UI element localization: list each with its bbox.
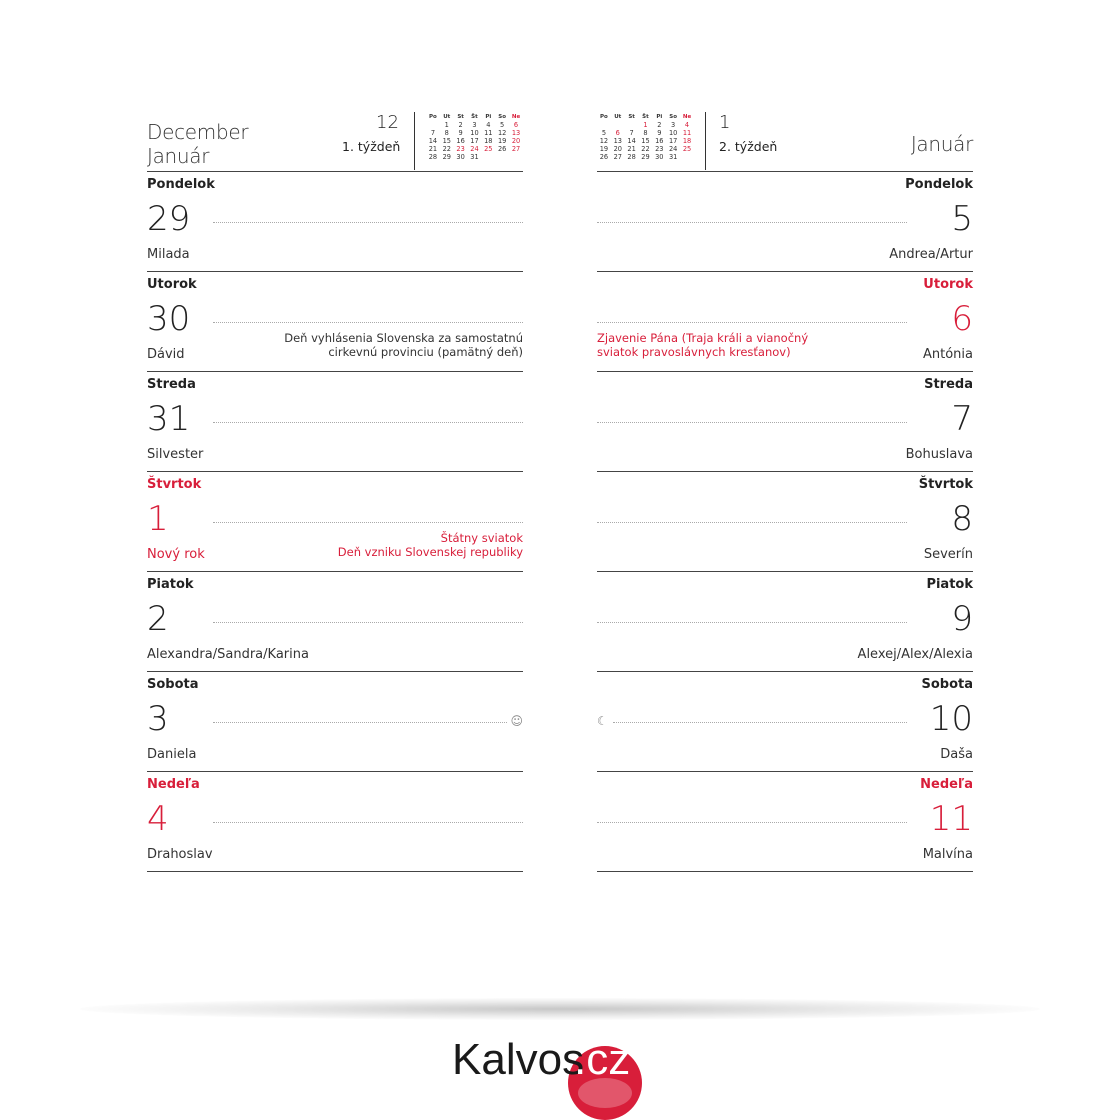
day-number: 31 (147, 399, 191, 439)
nameday: Alexej/Alex/Alexia (857, 647, 973, 662)
mini-calendar-cell: 9 (458, 129, 463, 137)
mini-calendar-cell: 21 (627, 145, 636, 153)
mini-calendar-cell (611, 121, 625, 129)
day-row (147, 672, 523, 772)
mini-calendar-cell: 19 (599, 145, 609, 153)
writing-line[interactable] (213, 422, 523, 423)
mini-calendar-cell (680, 153, 694, 161)
month-title-line-1: December (147, 120, 249, 144)
mini-calendar-cell: 24 (668, 145, 678, 153)
day-row (597, 172, 973, 272)
full-moon-icon: ☺ (510, 714, 523, 728)
mini-calendar-cell (509, 153, 523, 161)
mini-calendar-cell: 8 (444, 129, 449, 137)
day-name: Streda (924, 377, 973, 392)
mini-calendar-cell: 25 (682, 145, 692, 153)
nameday: Nový rok (147, 547, 205, 562)
day-name: Pondelok (905, 177, 973, 192)
mini-calendar-cell: 6 (615, 129, 620, 137)
mini-calendar-cell: 18 (484, 137, 493, 145)
mini-calendar-cell: 10 (470, 129, 479, 137)
nameday: Malvína (922, 847, 973, 862)
mini-calendar-cell: 14 (428, 137, 438, 145)
mini-calendar-cell: 27 (613, 153, 622, 161)
day-name: Pondelok (147, 177, 215, 192)
nameday: Bohuslava (905, 447, 973, 462)
day-number: 29 (147, 199, 191, 239)
day-row (597, 372, 973, 472)
logo-tld: .cz (574, 1035, 631, 1084)
mini-calendar-cell: 13 (511, 129, 521, 137)
mini-calendar-cell: 26 (497, 145, 507, 153)
day-note (338, 531, 523, 559)
mini-calendar-header (426, 113, 523, 121)
writing-line[interactable] (213, 822, 523, 823)
crescent-moon-icon: ☾ (597, 714, 608, 728)
day-note-line: cirkevnú provinciu (pamätný deň) (328, 345, 523, 359)
day-number: 8 (951, 499, 973, 539)
mini-calendar-cell: 7 (629, 129, 634, 137)
day-name: Streda (147, 377, 196, 392)
month-title: Január (910, 132, 973, 156)
day-number: 30 (147, 299, 191, 339)
mini-calendar-cell: 4 (486, 121, 491, 129)
right-page-header (597, 110, 973, 172)
day-note-line: Štátny sviatok (440, 531, 523, 545)
mini-calendar-cell: 19 (497, 137, 507, 145)
writing-line[interactable] (597, 522, 907, 523)
nameday: Drahoslav (147, 847, 213, 862)
mini-calendar-cell: 30 (655, 153, 664, 161)
mini-calendar-cell: 22 (442, 145, 451, 153)
writing-line[interactable] (213, 222, 523, 223)
mini-calendar-cell: 8 (643, 129, 648, 137)
mini-calendar-cell: 12 (599, 137, 609, 145)
mini-calendar-week (426, 145, 523, 153)
writing-line[interactable] (613, 722, 907, 723)
writing-line[interactable] (213, 622, 523, 623)
mini-calendar-cell: 3 (671, 121, 676, 129)
day-row (147, 272, 523, 372)
mini-calendar-cell: 11 (682, 129, 692, 137)
day-number: 7 (951, 399, 973, 439)
writing-line[interactable] (597, 622, 907, 623)
mini-calendar-cell: 16 (655, 137, 664, 145)
mini-calendar-weekday: Št (471, 114, 478, 120)
mini-calendar-week (426, 129, 523, 137)
mini-calendar-weekday: Ne (511, 114, 521, 120)
header-divider (705, 112, 706, 170)
week-label: 2. týždeň (719, 139, 778, 154)
mini-calendar-cell (597, 121, 611, 129)
mini-calendar-cell: 14 (627, 137, 636, 145)
mini-calendar-cell: 17 (470, 137, 479, 145)
mini-calendar-week (597, 145, 694, 153)
day-name: Piatok (926, 577, 973, 592)
day-note-line: sviatok pravoslávnych kresťanov) (597, 345, 791, 359)
mini-calendar-cell (426, 121, 440, 129)
mini-calendar-cell: 20 (613, 145, 622, 153)
kalvos-logo[interactable] (452, 1034, 652, 1104)
mini-calendar-cell: 26 (599, 153, 609, 161)
writing-line[interactable] (597, 322, 907, 323)
mini-calendar-cell: 30 (456, 153, 465, 161)
mini-calendar-cell: 29 (442, 153, 451, 161)
mini-calendar-cell: 4 (684, 121, 690, 129)
day-number: 9 (951, 599, 973, 639)
day-name: Nedeľa (920, 777, 973, 792)
mini-calendar-week (426, 121, 523, 129)
mini-calendar-weekday: Ut (614, 114, 622, 120)
day-number: 11 (929, 799, 973, 839)
day-name: Štvrtok (147, 477, 202, 492)
mini-calendar-cell: 11 (484, 129, 493, 137)
mini-calendar-cell: 13 (613, 137, 622, 145)
mini-calendar-cell (625, 121, 639, 129)
mini-calendar-weekday: Ne (682, 114, 692, 120)
day-note (284, 331, 523, 359)
day-row (147, 372, 523, 472)
mini-calendar-cell: 6 (513, 121, 519, 129)
mini-calendar-cell: 1 (643, 121, 648, 129)
day-note-line: Zjavenie Pána (Traja králi a vianočný (597, 331, 809, 345)
mini-calendar-week (426, 153, 523, 161)
day-number: 3 (147, 699, 169, 739)
month-title (147, 120, 248, 168)
mini-calendar-cell: 28 (428, 153, 438, 161)
week-number: 1 (719, 112, 731, 133)
mini-calendar-cell: 24 (470, 145, 479, 153)
mini-calendar-cell: 31 (470, 153, 479, 161)
mini-calendar-cell: 23 (456, 145, 465, 153)
mini-calendar-cell: 21 (428, 145, 438, 153)
mini-calendar-cell: 7 (430, 129, 436, 137)
writing-line[interactable] (597, 422, 907, 423)
mini-calendar-weekday: Po (429, 114, 437, 120)
day-note (597, 331, 808, 359)
day-note-line: Deň vyhlásenia Slovenska za samostatnú (284, 331, 523, 345)
day-row (597, 272, 973, 372)
mini-calendar-cell: 2 (657, 121, 662, 129)
mini-calendar-week (597, 153, 694, 161)
mini-calendar-week (597, 137, 694, 145)
writing-line[interactable] (213, 722, 507, 723)
week-label: 1. týždeň (342, 139, 401, 154)
mini-calendar-weekday: So (498, 114, 507, 120)
day-row (597, 672, 973, 772)
month-title-line-2: Január (147, 144, 210, 168)
mini-calendar-weekday: So (669, 114, 678, 120)
day-row (147, 172, 523, 272)
writing-line[interactable] (213, 322, 523, 323)
day-number: 5 (951, 199, 973, 239)
mini-calendar-cell: 5 (500, 121, 505, 129)
mini-calendar-cell: 10 (668, 129, 678, 137)
mini-calendar-cell (481, 153, 495, 161)
mini-calendar-cell: 15 (641, 137, 650, 145)
mini-calendar-cell: 3 (472, 121, 477, 129)
mini-calendar-cell: 20 (511, 137, 521, 145)
mini-calendar-week (597, 121, 694, 129)
mini-calendar-cell: 31 (668, 153, 678, 161)
mini-calendar-cell: 16 (456, 137, 465, 145)
day-number: 4 (147, 799, 169, 839)
mini-calendar-week (426, 137, 523, 145)
day-number: 1 (147, 499, 169, 539)
page-shadow (80, 998, 1040, 1020)
nameday: Silvester (147, 447, 204, 462)
left-page (147, 110, 523, 872)
right-page (597, 110, 973, 872)
mini-calendar-cell (495, 153, 509, 161)
nameday: Alexandra/Sandra/Karina (147, 647, 309, 662)
nameday: Milada (147, 247, 190, 262)
mini-calendar-cell: 28 (627, 153, 636, 161)
writing-line[interactable] (213, 522, 523, 523)
nameday: Dávid (147, 347, 185, 362)
mini-calendar-weekday: Po (600, 114, 608, 120)
mini-calendar-cell: 9 (657, 129, 662, 137)
day-name: Sobota (921, 677, 973, 692)
day-name: Nedeľa (147, 777, 200, 792)
header-divider (414, 112, 415, 170)
mini-calendar-cell: 18 (682, 137, 692, 145)
day-row (597, 472, 973, 572)
mini-calendar-weekday: Pi (656, 114, 663, 120)
day-row (147, 472, 523, 572)
mini-calendar-weekday: St (628, 114, 635, 120)
nameday: Daša (940, 747, 973, 762)
day-name: Piatok (147, 577, 194, 592)
day-name: Utorok (147, 277, 197, 292)
left-page-header (147, 110, 523, 172)
mini-calendar-weekday: St (457, 114, 464, 120)
nameday: Daniela (147, 747, 197, 762)
mini-calendar-week (597, 129, 694, 137)
mini-calendar-cell: 17 (668, 137, 678, 145)
day-row (597, 572, 973, 672)
mini-calendar-cell: 22 (641, 145, 650, 153)
day-number: 10 (929, 699, 973, 739)
day-number: 2 (147, 599, 169, 639)
mini-calendar-cell: 5 (601, 129, 607, 137)
day-number: 6 (951, 299, 973, 339)
mini-calendar-cell: 27 (511, 145, 521, 153)
day-row (147, 572, 523, 672)
mini-calendar-weekday: Pi (485, 114, 492, 120)
day-row (147, 772, 523, 872)
mini-calendar-header (597, 113, 694, 121)
day-name: Utorok (923, 277, 973, 292)
mini-calendar-weekday: Ut (443, 114, 451, 120)
writing-line[interactable] (597, 822, 907, 823)
mini-calendar-cell: 12 (497, 129, 507, 137)
mini-calendar-cell: 2 (458, 121, 463, 129)
mini-calendar-cell: 25 (484, 145, 493, 153)
mini-calendar-weekday: Št (642, 114, 649, 120)
week-number: 12 (376, 112, 399, 133)
writing-line[interactable] (597, 222, 907, 223)
day-note-line: Deň vzniku Slovenskej republiky (337, 545, 523, 559)
mini-calendar-cell: 1 (444, 121, 449, 129)
nameday: Severín (923, 547, 973, 562)
day-row (597, 772, 973, 872)
nameday: Andrea/Artur (889, 247, 973, 262)
mini-calendar-cell: 23 (655, 145, 664, 153)
logo-name: Kalvos (452, 1035, 585, 1084)
mini-calendar (426, 113, 523, 161)
day-name: Štvrtok (918, 477, 973, 492)
nameday: Antónia (922, 347, 973, 362)
mini-calendar-cell: 29 (641, 153, 650, 161)
day-name: Sobota (147, 677, 199, 692)
mini-calendar (597, 113, 694, 161)
mini-calendar-cell: 15 (442, 137, 451, 145)
